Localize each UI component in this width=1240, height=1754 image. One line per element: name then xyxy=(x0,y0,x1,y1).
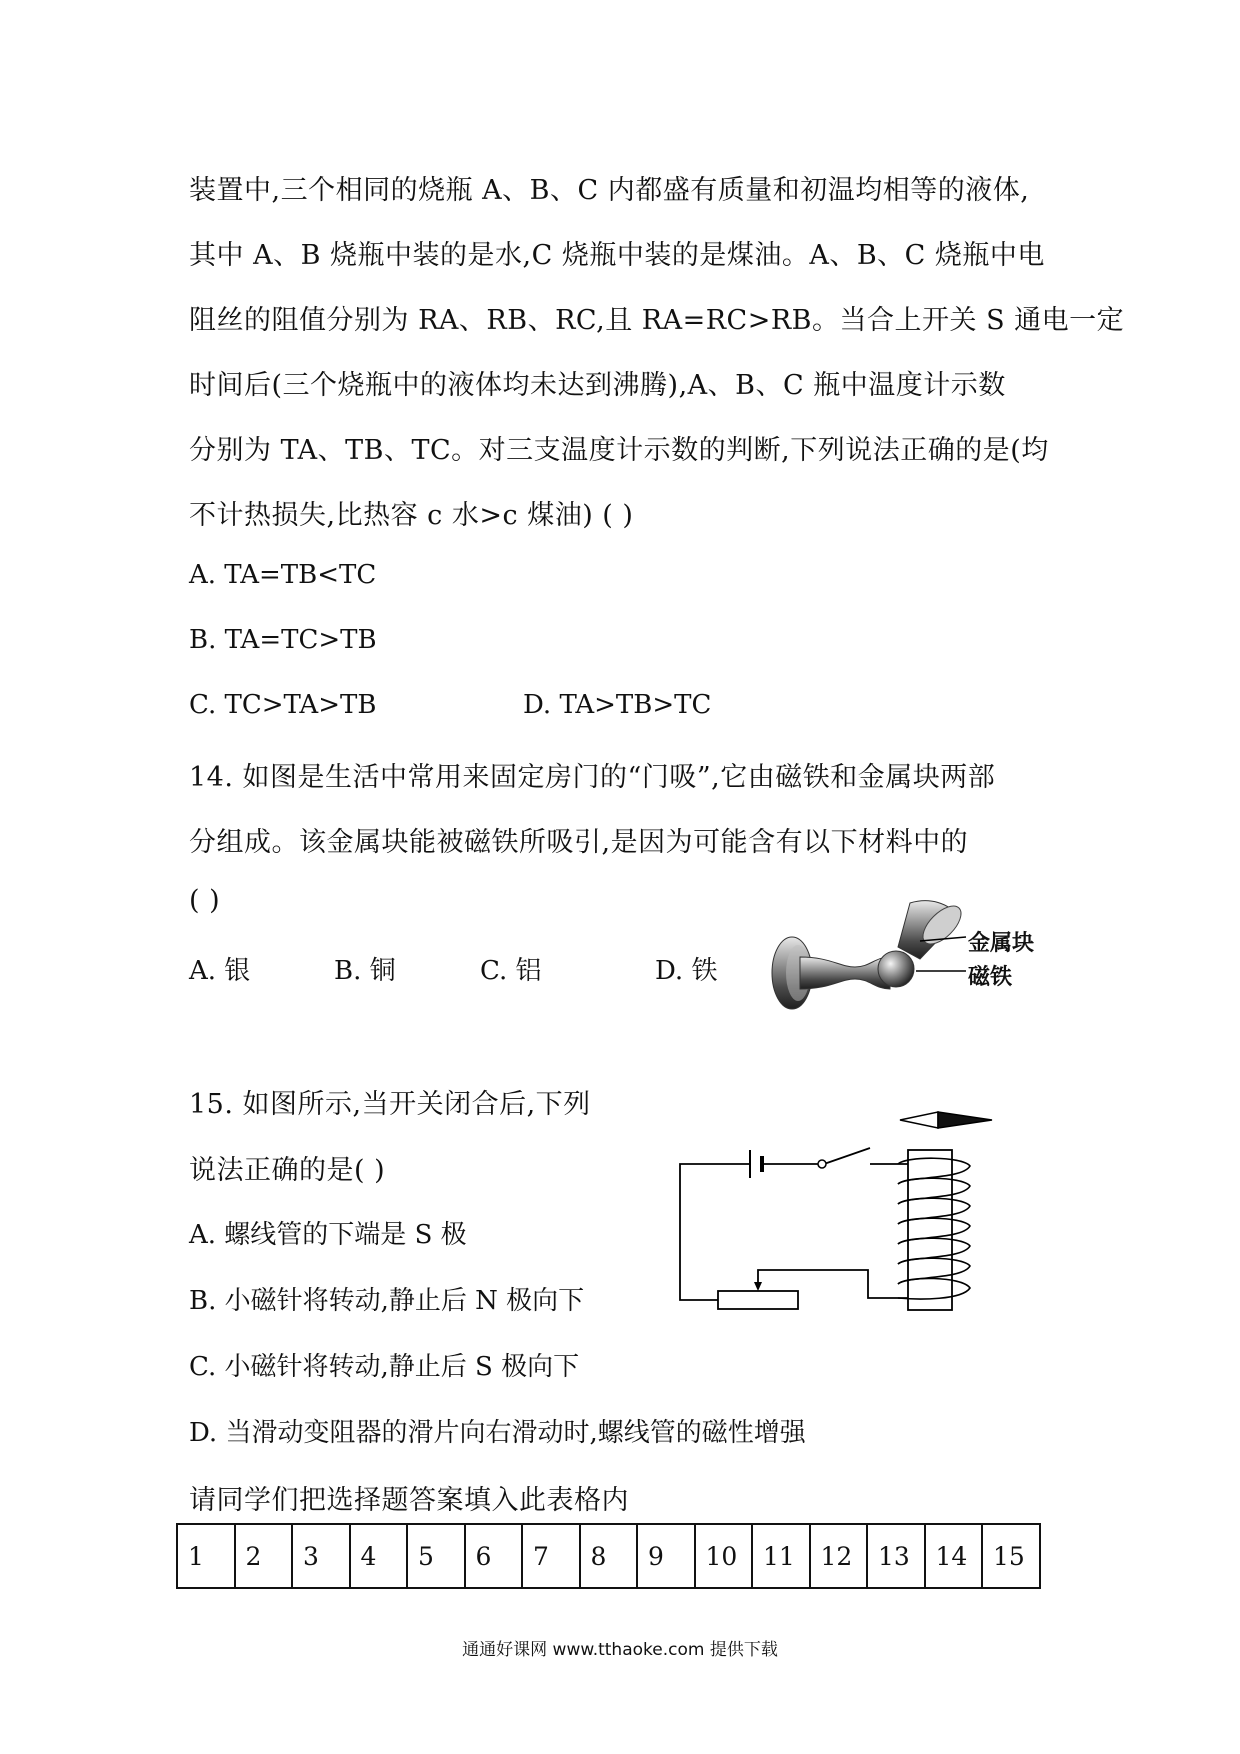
q13-option-b: B. TA=TC>TB xyxy=(189,625,377,655)
q13-line-5: 分别为 TA、TB、TC。对三支温度计示数的判断,下列说法正确的是(均 xyxy=(189,435,1049,466)
q13-line-3: 阻丝的阻值分别为 RA、RB、RC,且 RA=RC>RB。当合上开关 S 通电一定 xyxy=(189,305,1125,336)
wire-left xyxy=(680,1164,750,1300)
answer-table xyxy=(176,1523,1041,1589)
q13-option-c: C. TC>TA>TB xyxy=(189,690,377,720)
figure-label-magnet: 磁铁 xyxy=(968,965,1013,990)
answer-cell-6[interactable]: 6 xyxy=(465,1524,523,1588)
q15-line-2: 说法正确的是( ) xyxy=(189,1155,386,1186)
answer-cell-12[interactable]: 12 xyxy=(810,1524,868,1588)
door-stop-figure xyxy=(770,895,970,1015)
q15-line-1: 15. 如图所示,当开关闭合后,下列 xyxy=(189,1089,591,1120)
q14-option-d: D. 铁 xyxy=(655,956,718,986)
answer-cell-9[interactable]: 9 xyxy=(637,1524,695,1588)
q13-line-6: 不计热损失,比热容 c 水>c 煤油) ( ) xyxy=(189,500,634,531)
answer-cell-13[interactable]: 13 xyxy=(867,1524,925,1588)
q13-option-a: A. TA=TB<TC xyxy=(189,560,377,590)
answer-cell-14[interactable]: 14 xyxy=(925,1524,983,1588)
answer-cell-1[interactable]: 1 xyxy=(177,1524,235,1588)
door-stop-neck xyxy=(800,957,890,989)
answer-cell-3[interactable]: 3 xyxy=(292,1524,350,1588)
q13-line-2: 其中 A、B 烧瓶中装的是水,C 烧瓶中装的是煤油。A、B、C 烧瓶中电 xyxy=(189,240,1045,271)
q14-option-a: A. 银 xyxy=(189,956,251,986)
switch-lever xyxy=(824,1148,870,1164)
q14-line-2: 分组成。该金属块能被磁铁所吸引,是因为可能含有以下材料中的 xyxy=(189,827,969,858)
q14-option-c: C. 铝 xyxy=(480,956,542,986)
battery xyxy=(750,1150,762,1178)
q14-line-1: 14. 如图是生活中常用来固定房门的“门吸”,它由磁铁和金属块两部 xyxy=(189,762,996,793)
rheostat-slider-arrow xyxy=(754,1282,762,1291)
answer-table-row xyxy=(177,1524,1040,1588)
answer-cell-11[interactable]: 11 xyxy=(752,1524,810,1588)
circuit-diagram xyxy=(670,1100,1010,1320)
answer-table-instruction: 请同学们把选择题答案填入此表格内 xyxy=(189,1485,629,1516)
q15-option-d: D. 当滑动变阻器的滑片向右滑动时,螺线管的磁性增强 xyxy=(189,1418,806,1448)
answer-cell-8[interactable]: 8 xyxy=(580,1524,638,1588)
q15-option-c: C. 小磁针将转动,静止后 S 极向下 xyxy=(189,1352,580,1382)
answer-cell-4[interactable]: 4 xyxy=(350,1524,408,1588)
figure-label-metal: 金属块 xyxy=(968,931,1035,956)
rheostat xyxy=(718,1291,798,1309)
q15-option-b: B. 小磁针将转动,静止后 N 极向下 xyxy=(189,1286,585,1316)
answer-cell-2[interactable]: 2 xyxy=(235,1524,293,1588)
q14-option-b: B. 铜 xyxy=(334,956,396,986)
q13-option-d: D. TA>TB>TC xyxy=(523,690,712,720)
answer-cell-10[interactable]: 10 xyxy=(695,1524,753,1588)
compass-needle xyxy=(900,1112,992,1128)
answer-cell-7[interactable]: 7 xyxy=(522,1524,580,1588)
switch-pivot xyxy=(818,1160,826,1168)
page-footer: 通通好课网 www.tthaoke.com 提供下载 xyxy=(462,1640,778,1660)
answer-cell-5[interactable]: 5 xyxy=(407,1524,465,1588)
q15-option-a: A. 螺线管的下端是 S 极 xyxy=(189,1220,467,1250)
q14-line-3: ( ) xyxy=(189,885,221,916)
q13-line-1: 装置中,三个相同的烧瓶 A、B、C 内都盛有质量和初温均相等的液体, xyxy=(189,175,1030,206)
door-stop-magnet xyxy=(878,951,914,987)
q13-line-4: 时间后(三个烧瓶中的液体均未达到沸腾),A、B、C 瓶中温度计示数 xyxy=(189,370,1006,401)
solenoid xyxy=(898,1150,970,1310)
answer-cell-15[interactable]: 15 xyxy=(982,1524,1040,1588)
